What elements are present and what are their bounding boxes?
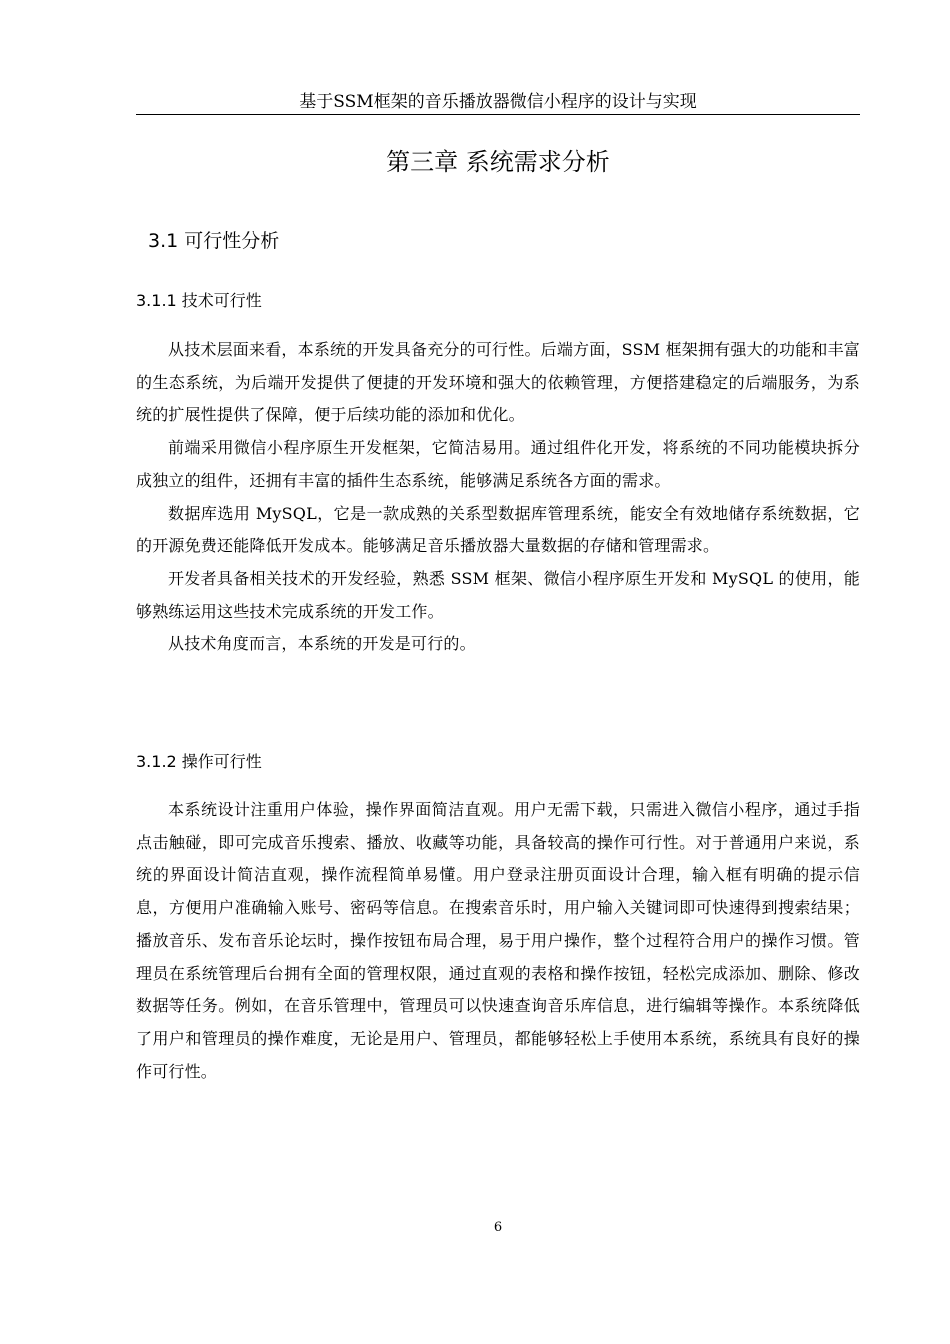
paragraph: 数据库选用 MySQL，它是一款成熟的关系型数据库管理系统，能安全有效地储存系统数据，它的开源免费还能降低开发成本。能够满足音乐播放器大量数据的存储和管理需求。 <box>136 503 860 556</box>
technical-feasibility-body <box>136 334 860 661</box>
subsection-title-technical: 3.1.1 技术可行性 <box>136 291 262 310</box>
subsection-title-operational: 3.1.2 操作可行性 <box>136 752 262 771</box>
paragraph: 前端采用微信小程序原生开发框架，它简洁易用。通过组件化开发，将系统的不同功能模块拆分成独立的组件，还拥有丰富的插件生态系统，能够满足系统各方面的需求。 <box>136 438 860 490</box>
operational-feasibility-body <box>136 794 860 1088</box>
chapter-title: 第三章 系统需求分析 <box>386 148 610 176</box>
page-number: 6 <box>493 1220 503 1235</box>
paragraph: 本系统设计注重用户体验，操作界面简洁直观。用户无需下载，只需进入微信小程序，通过手指点击触碰，即可完成音乐搜索、播放、收藏等功能，具备较高的操作可行性。对于普通用户来说，系统的界面设计简洁直观，操作流程简单易懂。用户登录注册页面设计合理，输入框有明确的提示信息，方便用户准确输入账号、密码等信息。在搜索音乐时，用户输入关键词即可快速得到搜索结果；播放音乐、发布音乐论坛时，操作按钮布局合理，易于用户操作，整个过程符合用户的操作习惯。管理员在系统管理后台拥有全面的管理权限，通过直观的表格和操作按钮，轻松完成添加、删除、修改数据等任务。例如，在音乐管理中，管理员可以快速查询音乐库信息，进行编辑等操作。本系统降低了用户和管理员的操作难度，无论是用户、管理员，都能够轻松上手使用本系统，系统具有良好的操作可行性。 <box>136 800 860 1081</box>
section-title: 3.1 可行性分析 <box>148 230 280 252</box>
header-divider <box>136 114 860 115</box>
running-header-title: 基于SSM框架的音乐播放器微信小程序的设计与实现 <box>299 92 697 112</box>
paragraph: 开发者具备相关技术的开发经验，熟悉 SSM 框架、微信小程序原生开发和 MySQL 的使用，能够熟练运用这些技术完成系统的开发工作。 <box>136 568 860 621</box>
paragraph: 从技术角度而言，本系统的开发是可行的。 <box>168 634 476 654</box>
paragraph: 从技术层面来看，本系统的开发具备充分的可行性。后端方面，SSM 框架拥有强大的功能和丰富的生态系统，为后端开发提供了便捷的开发环境和强大的依赖管理，方便搭建稳定的后端服务，为系统的扩展性提供了保障，便于后续功能的添加和优化。 <box>136 340 860 425</box>
